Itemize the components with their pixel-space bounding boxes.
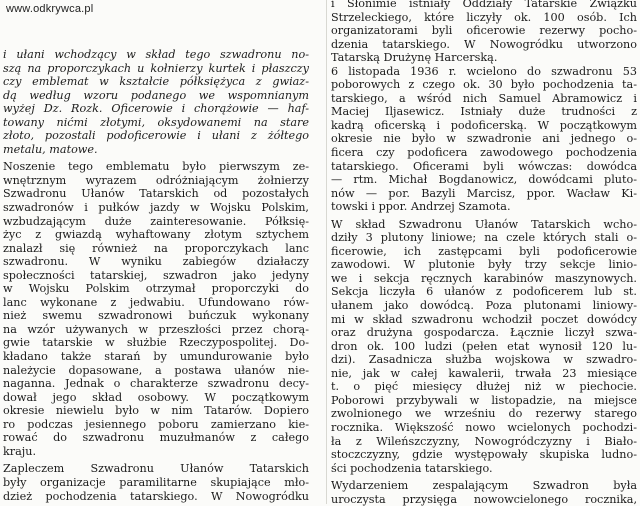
text-line: ści pochodzenia tatarskiego. [331,461,493,475]
text-line: ła z Wileńszczyzny, Nowogródczyzny i Biało- [331,434,637,448]
text-line: rocznika. Większość nowo wcielonych pochodzi- [331,420,637,434]
text-line: oraz drużyna gospodarcza. Łącznie liczył szwa- [331,326,637,340]
text-line: kadrą oficerską i podoficerską. W początkowym [331,118,637,132]
text-line: okresie nie było w szwadronie ani jednego o- [331,132,637,146]
text-line: kraju. [3,444,37,458]
text-line: złoto, pozostali podoficerowie i ułani z żółtego [3,129,309,143]
text-line: i ułani wchodzący w skład tego szwadronu no- [3,48,309,61]
text-line: W skład Szwadronu Ułanów Tatarskich wcho- [331,217,637,231]
text-line: naganna. Jednak o charakterze szwadronu decy- [3,377,309,391]
text-line: ro podczas jesiennego poboru zamierzano kie- [3,417,309,431]
text-line: należycie dopasowane, a postawa ułanów nie- [3,363,309,377]
text-line: tatarskiego. Oficerami byli wówczas: dowódca [331,159,637,173]
text-line: ficera czy podoficera zawodowego pochodzenia [331,146,637,160]
text-line: Poborowi przybywali w listopadzie, na miejsce [331,393,637,407]
text-line: Sekcja liczyła 6 ułanów z podoficerem lub st. [331,285,637,299]
text-line: ficerowie, ich zastępcami byli podoficerowie [331,244,637,258]
text-line: Wydarzeniem zespalającym Szwadron była [331,479,637,493]
text-line: Noszenie tego emblematu było pierwszym ze- [3,160,309,174]
text-line: kładano także starań by umundurowanie było [3,350,309,364]
text-line: wzbudzającym duże zainteresowanie. Półksię- [3,214,309,228]
text-line: w Wojsku Polskim otrzymał proporczyki do [3,282,309,296]
text-line: poborowych z czego ok. 30 było pochodzenia ta- [331,78,637,92]
text-line: wnętrznym wyrazem odróżniającym żołnierzy [3,173,309,187]
text-line: tarskiego, a wśród nich Samuel Abramowicz i [331,91,637,105]
column-divider [326,0,327,504]
text-line: rować do szwadronu muzułmanów z całego [3,431,309,445]
text-line: dziły 3 plutony liniowe; na czele których stali o- [331,231,637,245]
text-line: zwolnionego we wrześniu do rezerwy starego [331,407,637,421]
text-line: mi w skład szwadronu wchodził poczet dowódcy [331,312,637,326]
text-line: czy emblemat w kształcie półksiężyca z gwiaz- [3,75,309,89]
text-line: nów — por. Bazyli Marcisz, ppor. Wacław Ki- [331,186,637,200]
text-line: nie, jak w całej kawalerii, trwała 23 miesiące [331,366,637,380]
text-line: uroczysta przysięga nowowcielonego rocznika, [331,492,637,506]
text-line: szą na proporczykach u kołnierzy kurtek i płaszczy [3,61,309,75]
text-line: lanc wykonane z jedwabiu. Ufundowano rów- [3,295,309,309]
text-line: nież swemu szwadronowi buńczuk wykonany [3,309,309,323]
text-line: były organizacje paramilitarne skupiające mło- [3,475,309,489]
text-column-left [3,48,309,503]
text-line: dą według wzoru podanego we wspomnianym [3,88,309,102]
text-line: dzi). Zasadnicza służba wojskowa w szwadro- [331,353,637,367]
text-line: szwadronu. W wyniku zabiegów działaczy [3,255,309,269]
text-line: dował jego skład osobowy. W początkowym [3,390,309,404]
text-line: Maciej Iljasewicz. Istniały duże trudności z [331,105,637,119]
text-line: znalazł się również na proporczykach lanc [3,241,309,255]
text-line: wyżej Dz. Rozk. Oficerowie i chorążowie — haf- [3,102,309,116]
text-line: gwie tatarskie w służbie Rzeczypospolitej. Do- [3,336,309,350]
text-line: okresie niewielu było w nim Tatarów. Dopiero [3,404,309,418]
text-line: społeczności tatarskiej, szwadron jako jedyny [3,268,309,282]
text-line: we i sekcja ręcznych karabinów maszynowych. [331,271,637,285]
text-line: życ z gwiazdą wyhaftowany złotym sztychem [3,228,309,242]
text-line: metalu, matowe. [3,142,98,156]
text-line: dzenia tatarskiego. W Nowogródku utworzono [331,37,637,51]
text-column-right [331,0,637,506]
text-line: — rtm. Michał Bogdanowicz, dowódcami pluto- [331,173,637,187]
text-line: stoczczyzny, gdzie występowały skupiska ludno- [331,448,637,462]
text-line: Szwadronu Ułanów Tatarskich od pozostałych [3,187,309,201]
text-line: na wzór używanych w przeszłości przez chorą- [3,322,309,336]
text-line: towany nićmi złotymi, oksydowanemi na stare [3,115,309,129]
text-line: organizatorami byli oficerowie rezerwy pocho- [331,24,637,38]
text-line: Tatarską Drużynę Harcerską. [331,51,498,65]
watermark: www.odkrywca.pl [6,3,94,15]
text-line: 6 listopada 1936 r. wcielono do szwadronu 53 [331,64,637,78]
text-line: t. o pięć miesięcy dłużej niż w piechocie. [331,380,637,394]
text-line: szwadronów i pułków jazdy w Wojsku Polskim, [3,201,309,215]
text-line: zawodowi. W plutonie były trzy sekcje linio- [331,258,637,272]
text-line: towski i ppor. Andrzej Szamota. [331,200,511,214]
text-line: dzież pochodzenia tatarskiego. W Nowogródku [3,489,309,503]
text-line: ułanem jako dowódcą. Poza plutonami liniowy- [331,299,637,313]
text-line: Strzeleckiego, które liczyły ok. 100 osób. Ich [331,10,637,24]
text-line: i Słonimie istniały Oddziały Tatarskie Związku [331,0,637,10]
text-line: Zapleczem Szwadronu Ułanów Tatarskich [3,462,309,476]
text-line: dron ok. 100 ludzi (pełen etat wynosił 120 lu- [331,339,637,353]
